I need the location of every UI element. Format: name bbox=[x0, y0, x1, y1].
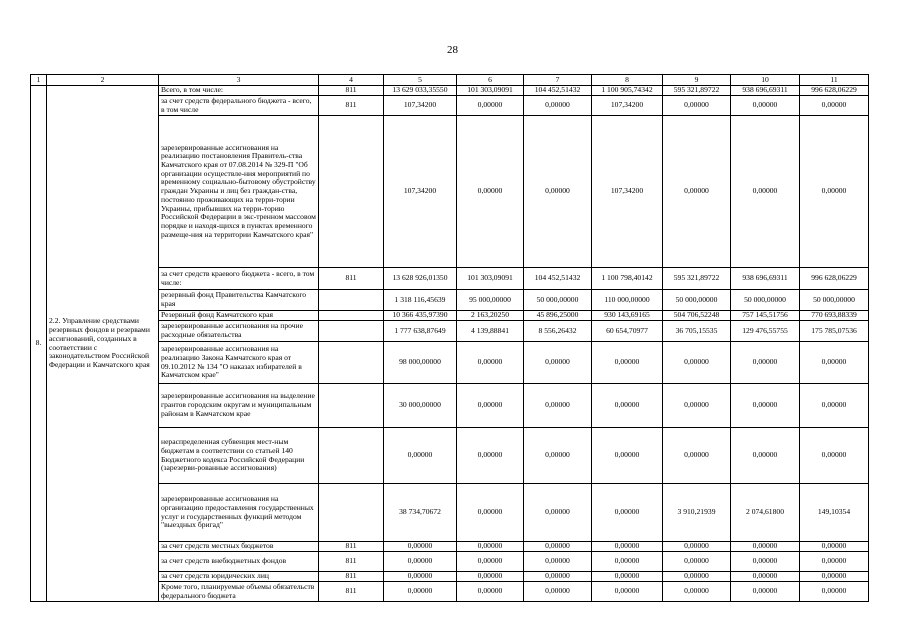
row-description: Всего, в том числе: bbox=[159, 86, 319, 96]
value-cell: 107,34200 bbox=[592, 116, 663, 268]
column-header: 1 bbox=[31, 75, 47, 86]
row-description: за счет средств федерального бюджета - всего, в том числе bbox=[159, 96, 319, 116]
value-cell: 110 000,00000 bbox=[592, 290, 663, 311]
value-cell: 0,00000 bbox=[800, 342, 869, 384]
row-code: 811 bbox=[319, 552, 384, 572]
value-cell: 770 693,88339 bbox=[800, 311, 869, 321]
value-cell: 0,00000 bbox=[731, 342, 800, 384]
column-number-row bbox=[31, 75, 869, 86]
value-cell: 45 896,25000 bbox=[524, 311, 592, 321]
value-cell: 0,00000 bbox=[524, 342, 592, 384]
column-header: 6 bbox=[457, 75, 524, 86]
value-cell: 101 303,09091 bbox=[457, 268, 524, 290]
value-cell: 0,00000 bbox=[592, 384, 663, 428]
row-code bbox=[319, 311, 384, 321]
column-header: 8 bbox=[592, 75, 663, 86]
value-cell: 0,00000 bbox=[663, 542, 731, 552]
value-cell: 36 705,15535 bbox=[663, 321, 731, 342]
value-cell: 504 706,52248 bbox=[663, 311, 731, 321]
row-description: нераспределенная субвенция мест-ным бюджетам в соответствии со статьей 140 Бюджетного кодекса Российской Федерации (зарезерви-рованные ассигнования) bbox=[159, 428, 319, 484]
value-cell: 13 629 033,35550 bbox=[384, 86, 457, 96]
row-code: 811 bbox=[319, 86, 384, 96]
column-header: 11 bbox=[800, 75, 869, 86]
row-code: 811 bbox=[319, 96, 384, 116]
value-cell: 0,00000 bbox=[800, 384, 869, 428]
value-cell: 0,00000 bbox=[663, 384, 731, 428]
value-cell: 2 074,61800 bbox=[731, 484, 800, 542]
value-cell: 0,00000 bbox=[592, 572, 663, 582]
row-code bbox=[319, 428, 384, 484]
item-name: 2.2. Управление средствами резервных фондов и резервами ассигнований, созданных в соответствии с законодательством Российской Федерации и Камчатского края bbox=[47, 86, 159, 602]
value-cell: 101 303,09091 bbox=[457, 86, 524, 96]
value-cell: 0,00000 bbox=[457, 484, 524, 542]
value-cell: 30 000,00000 bbox=[384, 384, 457, 428]
value-cell: 0,00000 bbox=[384, 428, 457, 484]
value-cell: 2 163,20250 bbox=[457, 311, 524, 321]
value-cell: 1 777 638,87649 bbox=[384, 321, 457, 342]
value-cell: 1 100 798,40142 bbox=[592, 268, 663, 290]
value-cell: 4 139,88841 bbox=[457, 321, 524, 342]
value-cell: 3 910,21939 bbox=[663, 484, 731, 542]
value-cell: 0,00000 bbox=[457, 542, 524, 552]
value-cell: 8 556,26432 bbox=[524, 321, 592, 342]
value-cell: 0,00000 bbox=[800, 116, 869, 268]
value-cell: 996 628,06229 bbox=[800, 86, 869, 96]
column-header: 9 bbox=[663, 75, 731, 86]
row-description: за счет средств местных бюджетов bbox=[159, 542, 319, 552]
budget-table bbox=[30, 74, 869, 602]
row-description: зарезервированные ассигнования на прочие расходные обязательства bbox=[159, 321, 319, 342]
value-cell: 1 100 905,74342 bbox=[592, 86, 663, 96]
value-cell: 95 000,00000 bbox=[457, 290, 524, 311]
value-cell: 0,00000 bbox=[731, 96, 800, 116]
value-cell: 0,00000 bbox=[592, 428, 663, 484]
value-cell: 0,00000 bbox=[524, 572, 592, 582]
value-cell: 0,00000 bbox=[731, 552, 800, 572]
value-cell: 50 000,00000 bbox=[524, 290, 592, 311]
row-description: за счет средств краевого бюджета - всего, в том числе: bbox=[159, 268, 319, 290]
column-header: 4 bbox=[319, 75, 384, 86]
row-description: за счет средств внебюджетных фондов bbox=[159, 552, 319, 572]
value-cell: 0,00000 bbox=[731, 428, 800, 484]
value-cell: 0,00000 bbox=[457, 582, 524, 602]
value-cell: 0,00000 bbox=[592, 552, 663, 572]
value-cell: 0,00000 bbox=[731, 582, 800, 602]
value-cell: 50 000,00000 bbox=[731, 290, 800, 311]
value-cell: 0,00000 bbox=[800, 552, 869, 572]
value-cell: 50 000,00000 bbox=[663, 290, 731, 311]
value-cell: 104 452,51432 bbox=[524, 268, 592, 290]
value-cell: 0,00000 bbox=[800, 572, 869, 582]
value-cell: 938 696,69311 bbox=[731, 86, 800, 96]
value-cell: 0,00000 bbox=[663, 572, 731, 582]
value-cell: 129 476,55755 bbox=[731, 321, 800, 342]
row-code: 811 bbox=[319, 582, 384, 602]
value-cell: 0,00000 bbox=[663, 116, 731, 268]
value-cell: 0,00000 bbox=[800, 96, 869, 116]
value-cell: 0,00000 bbox=[731, 542, 800, 552]
value-cell: 13 628 926,01350 bbox=[384, 268, 457, 290]
value-cell: 0,00000 bbox=[457, 342, 524, 384]
row-description: Кроме того, планируемые объемы обязательств федерального бюджета bbox=[159, 582, 319, 602]
value-cell: 0,00000 bbox=[663, 552, 731, 572]
value-cell: 0,00000 bbox=[457, 384, 524, 428]
value-cell: 757 145,51756 bbox=[731, 311, 800, 321]
table-row bbox=[31, 86, 869, 96]
value-cell: 60 654,70977 bbox=[592, 321, 663, 342]
value-cell: 595 321,89722 bbox=[663, 86, 731, 96]
value-cell: 1 318 116,45639 bbox=[384, 290, 457, 311]
value-cell: 996 628,06229 bbox=[800, 268, 869, 290]
row-code bbox=[319, 384, 384, 428]
value-cell: 0,00000 bbox=[457, 572, 524, 582]
column-header: 5 bbox=[384, 75, 457, 86]
row-description: зарезервированные ассигнования на реализацию постановления Правитель-ства Камчатского края от 07.08.2014 № 329-П "Об организации осуществле-ния мероприятий по временному социально-бытовому обустройству граждан Украины и лиц без граждан-ства, постоянно проживающих на терри-тории Украины, прибывших на терри-торию Российской Федерации в экс-тренном массовом порядке и находя-щихся в пунктах временного размеще-ния на территории Камчатского края" bbox=[159, 116, 319, 268]
value-cell: 0,00000 bbox=[524, 582, 592, 602]
row-code: 811 bbox=[319, 572, 384, 582]
column-header: 2 bbox=[47, 75, 159, 86]
row-code bbox=[319, 321, 384, 342]
value-cell: 0,00000 bbox=[457, 116, 524, 268]
value-cell: 38 734,70672 bbox=[384, 484, 457, 542]
row-code: 811 bbox=[319, 268, 384, 290]
column-header: 7 bbox=[524, 75, 592, 86]
value-cell: 0,00000 bbox=[592, 542, 663, 552]
value-cell: 0,00000 bbox=[524, 552, 592, 572]
row-description: зарезервированные ассигнования на организацию предоставления государственных услуг и государственных функций методом "выездных бригад" bbox=[159, 484, 319, 542]
value-cell: 107,34200 bbox=[384, 116, 457, 268]
row-description: зарезервированные ассигнования на выделение грантов городским округам и муниципальным районам в Камчатском крае bbox=[159, 384, 319, 428]
page-number: 28 bbox=[447, 44, 458, 56]
value-cell: 0,00000 bbox=[384, 552, 457, 572]
value-cell: 930 143,69165 bbox=[592, 311, 663, 321]
row-description: резервный фонд Правительства Камчатского края bbox=[159, 290, 319, 311]
value-cell: 107,34200 bbox=[592, 96, 663, 116]
value-cell: 0,00000 bbox=[384, 572, 457, 582]
value-cell: 0,00000 bbox=[800, 582, 869, 602]
value-cell: 595 321,89722 bbox=[663, 268, 731, 290]
value-cell: 0,00000 bbox=[524, 484, 592, 542]
value-cell: 0,00000 bbox=[524, 116, 592, 268]
value-cell: 0,00000 bbox=[800, 542, 869, 552]
value-cell: 0,00000 bbox=[592, 582, 663, 602]
value-cell: 0,00000 bbox=[592, 484, 663, 542]
value-cell: 104 452,51432 bbox=[524, 86, 592, 96]
value-cell: 0,00000 bbox=[457, 552, 524, 572]
row-code bbox=[319, 290, 384, 311]
value-cell: 0,00000 bbox=[457, 96, 524, 116]
value-cell: 0,00000 bbox=[663, 342, 731, 384]
row-description: за счет средств юридических лиц bbox=[159, 572, 319, 582]
value-cell: 0,00000 bbox=[384, 582, 457, 602]
value-cell: 50 000,00000 bbox=[800, 290, 869, 311]
value-cell: 10 366 435,97390 bbox=[384, 311, 457, 321]
row-description: Резервный фонд Камчатского края bbox=[159, 311, 319, 321]
value-cell: 149,10354 bbox=[800, 484, 869, 542]
column-header: 10 bbox=[731, 75, 800, 86]
column-header: 3 bbox=[159, 75, 319, 86]
value-cell: 938 696,69311 bbox=[731, 268, 800, 290]
value-cell: 0,00000 bbox=[663, 582, 731, 602]
value-cell: 0,00000 bbox=[524, 384, 592, 428]
value-cell: 0,00000 bbox=[457, 428, 524, 484]
row-code bbox=[319, 484, 384, 542]
value-cell: 0,00000 bbox=[524, 428, 592, 484]
value-cell: 0,00000 bbox=[731, 572, 800, 582]
value-cell: 0,00000 bbox=[524, 542, 592, 552]
row-code bbox=[319, 116, 384, 268]
row-description: зарезервированные ассигнования на реализацию Закона Камчатского края от 09.10.2012 № 134 "О наказах избирателей в Камчатском крае" bbox=[159, 342, 319, 384]
value-cell: 0,00000 bbox=[592, 342, 663, 384]
row-code: 811 bbox=[319, 542, 384, 552]
value-cell: 0,00000 bbox=[524, 96, 592, 116]
value-cell: 175 785,07536 bbox=[800, 321, 869, 342]
value-cell: 0,00000 bbox=[384, 542, 457, 552]
value-cell: 0,00000 bbox=[800, 428, 869, 484]
value-cell: 0,00000 bbox=[663, 96, 731, 116]
value-cell: 0,00000 bbox=[731, 384, 800, 428]
value-cell: 0,00000 bbox=[663, 428, 731, 484]
table-body bbox=[31, 75, 869, 602]
item-number: 8. bbox=[31, 86, 47, 602]
value-cell: 107,34200 bbox=[384, 96, 457, 116]
value-cell: 98 000,00000 bbox=[384, 342, 457, 384]
row-code bbox=[319, 342, 384, 384]
value-cell: 0,00000 bbox=[731, 116, 800, 268]
